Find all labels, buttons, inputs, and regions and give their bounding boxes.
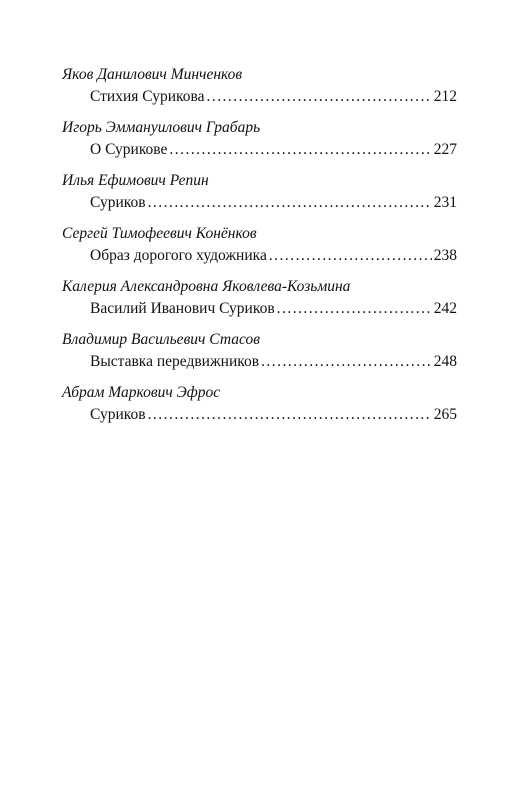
toc-line[interactable] [62, 351, 457, 373]
toc-author: Калерия Александровна Яковлева-Козьмина [62, 278, 351, 295]
toc-entry [62, 170, 457, 214]
dot-leader [261, 351, 432, 373]
toc-author: Игорь Эммануилович Грабарь [62, 119, 261, 136]
toc-entry [62, 117, 457, 161]
toc-page-number: 265 [433, 406, 457, 423]
toc-title: Выставка передвижников [90, 353, 260, 370]
dot-leader [169, 139, 431, 161]
toc-title: Василий Иванович Суриков [90, 300, 275, 317]
toc-title: Суриков [90, 406, 146, 423]
toc-title: Суриков [90, 194, 146, 211]
toc-page-number: 227 [433, 141, 457, 158]
toc-line[interactable] [62, 245, 457, 267]
toc-author: Яков Данилович Минченков [62, 66, 243, 83]
toc-line[interactable] [62, 298, 457, 320]
toc-page-number: 231 [433, 194, 457, 211]
toc-page-number: 248 [433, 353, 457, 370]
toc-entry [62, 64, 457, 108]
toc-line[interactable] [62, 404, 457, 426]
dot-leader [277, 298, 432, 320]
toc-page-number: 242 [433, 300, 457, 317]
toc-title: Образ дорогого художника [90, 247, 267, 264]
toc-author: Владимир Васильевич Стасов [62, 331, 260, 348]
toc-entry [62, 382, 457, 426]
dot-leader [207, 86, 432, 108]
toc-title: О Сурикове [90, 141, 168, 158]
toc-page-number: 212 [433, 88, 457, 105]
table-of-contents [62, 64, 457, 435]
toc-entry [62, 329, 457, 373]
dot-leader [148, 404, 432, 426]
toc-page-number: 238 [433, 247, 457, 264]
toc-line[interactable] [62, 192, 457, 214]
dot-leader [148, 192, 432, 214]
toc-author: Илья Ефимович Репин [62, 172, 209, 189]
toc-line[interactable] [62, 139, 457, 161]
toc-author: Сергей Тимофеевич Конёнков [62, 225, 257, 242]
toc-entry [62, 223, 457, 267]
dot-leader [269, 245, 432, 267]
toc-author: Абрам Маркович Эфрос [62, 384, 221, 401]
toc-entry [62, 276, 457, 320]
toc-line[interactable] [62, 86, 457, 108]
toc-title: Стихия Сурикова [90, 88, 205, 105]
